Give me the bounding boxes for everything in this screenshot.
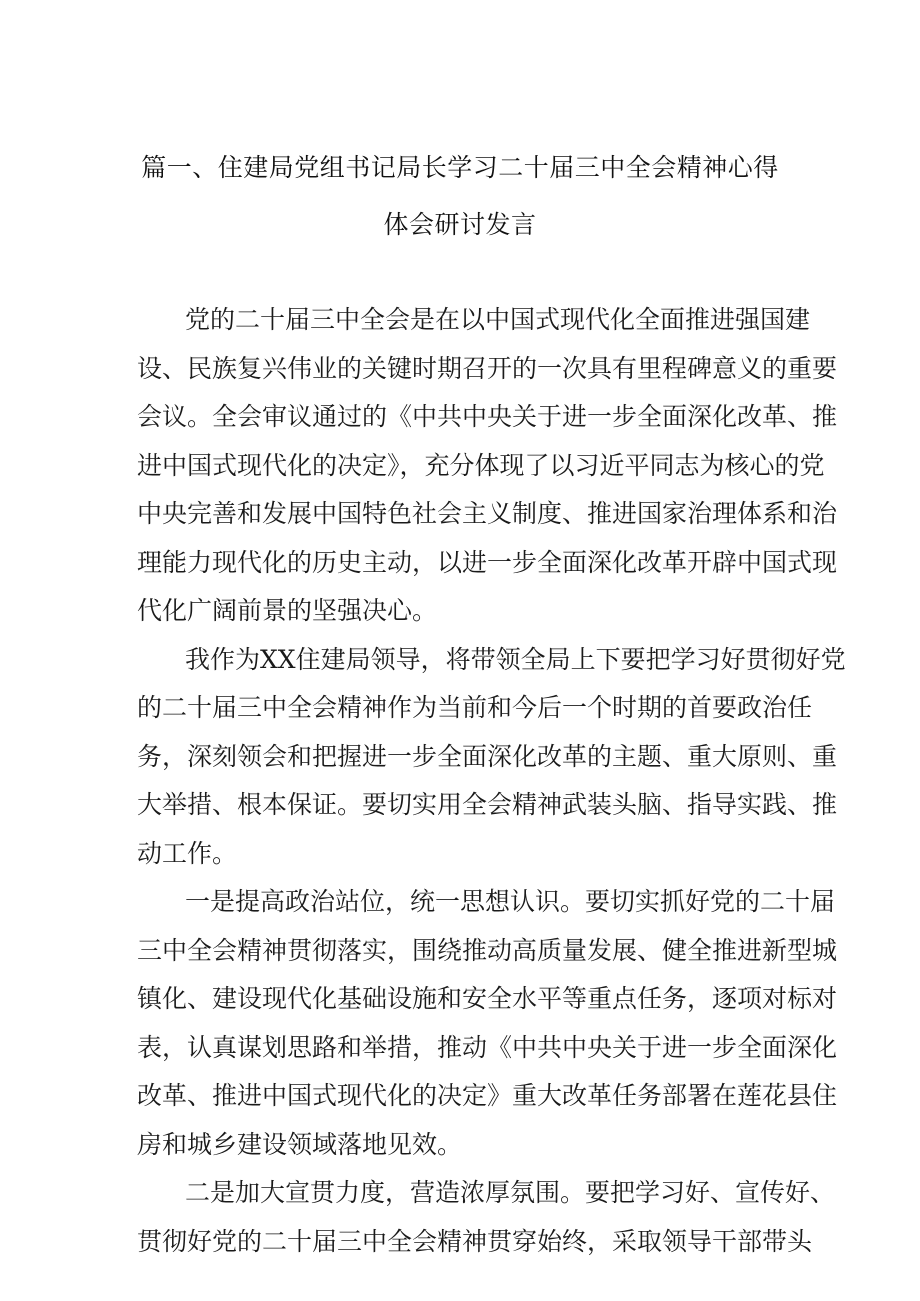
paragraph-2-line-2: 的二十届三中全会精神作为当前和今后一个时期的首要政治任 (137, 693, 813, 722)
paragraph-3-line-5: 改革、推进中国式现代化的决定》重大改革任务部署在莲花县住 (137, 1081, 838, 1110)
document-title-line-2: 体会研讨发言 (383, 210, 537, 239)
paragraph-2-line-5: 动工作。 (137, 838, 238, 868)
paragraph-2-line-1: 我作为XX住建局领导，将带领全局上下要把学习好贯彻好党 (185, 644, 846, 674)
paragraph-2-line-4: 大举措、根本保证。要切实用全会精神武装头脑、指导实践、推 (137, 790, 838, 819)
paragraph-1-line-2: 设、民族复兴伟业的关键时期召开的一次具有里程碑意义的重要 (137, 353, 838, 383)
paragraph-3-line-4: 表，认真谋划思路和举措，推动《中共中央关于进一步全面深化 (137, 1032, 838, 1062)
paragraph-4-line-1: 二是加大宣贯力度，营造浓厚氛围。要把学习好、宣传好、 (185, 1178, 836, 1207)
paragraph-1-line-1: 党的二十届三中全会是在以中国式现代化全面推进强国建 (185, 305, 811, 334)
paragraph-1-line-3: 会议。全会审议通过的《中共中央关于进一步全面深化改革、推 (137, 402, 838, 431)
paragraph-3-line-6: 房和城乡建设领域落地见效。 (137, 1129, 463, 1159)
paragraph-1-line-6: 理能力现代化的历史主动，以进一步全面深化改革开辟中国式现 (137, 547, 838, 577)
paragraph-3-line-3: 镇化、建设现代化基础设施和安全水平等重点任务，逐项对标对 (137, 984, 838, 1013)
paragraph-4-line-2: 贯彻好党的二十届三中全会精神贯穿始终，采取领导干部带头 (137, 1226, 813, 1256)
paragraph-2-line-3: 务，深刻领会和把握进一步全面深化改革的主题、重大原则、重 (137, 741, 838, 771)
paragraph-1-line-5: 中央完善和发展中国特色社会主义制度、推进国家治理体系和治 (137, 499, 838, 528)
paragraph-3-line-2: 三中全会精神贯彻落实，围绕推动高质量发展、健全推进新型城 (137, 935, 838, 965)
paragraph-3-line-1: 一是提高政治站位，统一思想认识。要切实抓好党的二十届 (185, 887, 836, 916)
paragraph-1-line-7: 代化广阔前景的坚强决心。 (137, 596, 438, 625)
document-title-line-1: 篇一、住建局党组书记局长学习二十届三中全会精神心得 (141, 153, 779, 182)
paragraph-1-line-4: 进中国式现代化的决定》，充分体现了以习近平同志为核心的党 (137, 450, 825, 480)
